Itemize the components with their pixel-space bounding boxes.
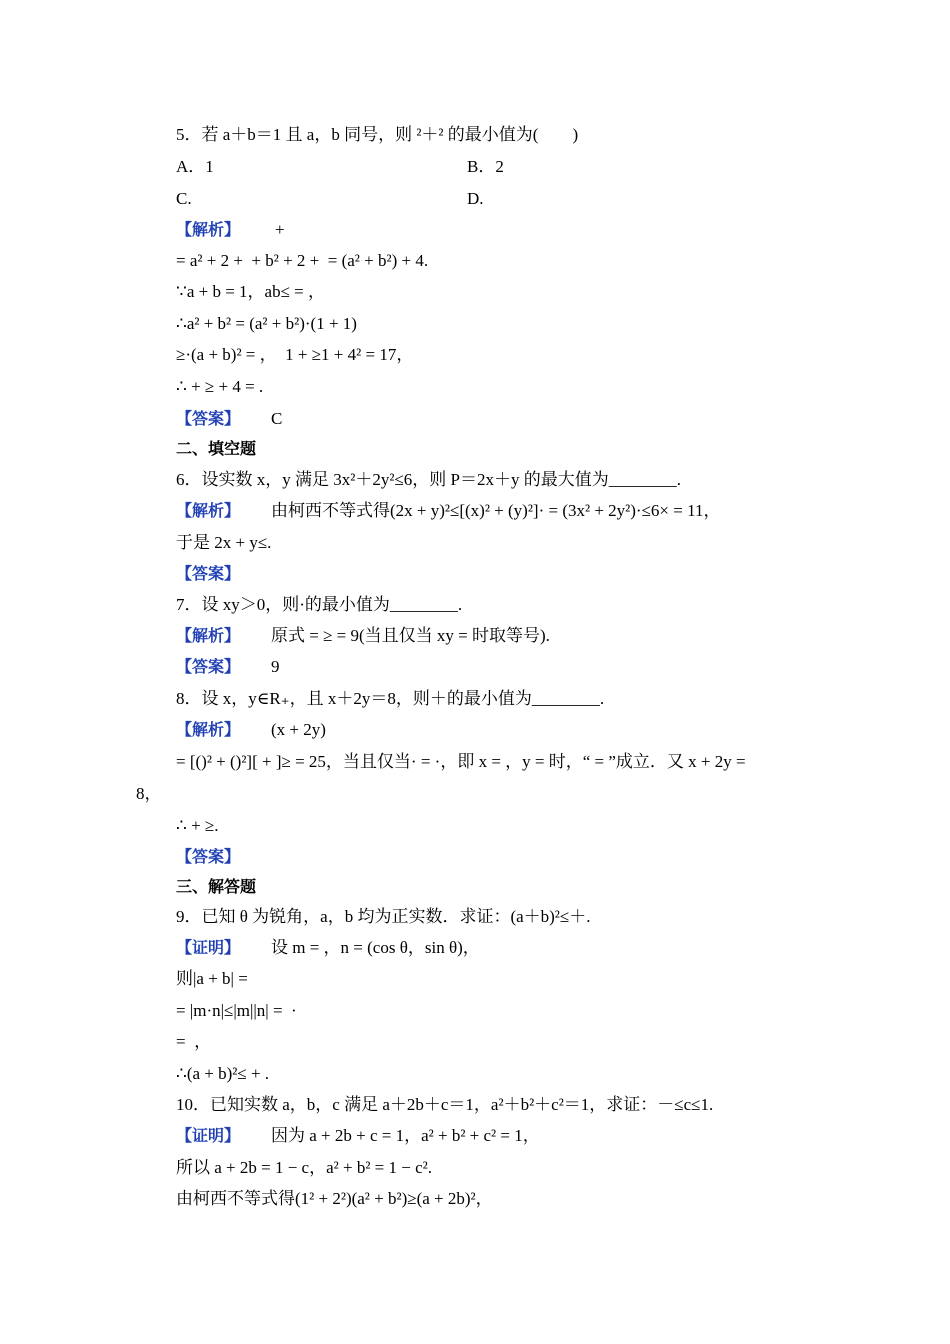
- option-d: D.: [467, 189, 484, 208]
- answer-tag: 【答案】: [176, 409, 241, 428]
- proof-text: 设 m = ，n = (cos θ，sin θ)，: [271, 938, 480, 957]
- option-a: A．1: [176, 157, 214, 176]
- analysis-line: ∴ + ≥ + 4 = .: [176, 377, 264, 396]
- analysis-tag: 【解析】: [176, 220, 241, 239]
- analysis-text: (x + 2y): [271, 720, 326, 739]
- answer-text: C: [271, 409, 283, 428]
- answer-tag: 【答案】: [176, 847, 241, 866]
- section-heading: 三、解答题: [176, 877, 257, 896]
- proof-line: = ，: [176, 1032, 212, 1051]
- question-7: 7．设 xy＞0，则·的最小值为________.: [176, 595, 463, 614]
- proof-line: 则|a + b| =: [176, 969, 248, 988]
- question-8: 8．设 x，y∈R₊，且 x＋2y＝8，则＋的最小值为________.: [176, 689, 605, 708]
- analysis-line: ∴ + ≥.: [176, 816, 219, 835]
- answer-tag: 【答案】: [176, 564, 241, 583]
- analysis-line: = a² + 2 + + b² + 2 + = (a² + b²) + 4.: [176, 251, 429, 270]
- answer-text: 9: [271, 657, 280, 676]
- analysis-text: +: [275, 220, 285, 239]
- option-b: B．2: [467, 157, 504, 176]
- analysis-line: = [()² + ()²][ + ]≥ = 25，当且仅当· = ·，即 x = ，y = 时，“ = ”成立．又 x + 2y =: [176, 752, 746, 771]
- proof-line: 由柯西不等式得(1² + 2²)(a² + b²)≥(a + 2b)²，: [176, 1189, 493, 1208]
- analysis-line: ∴a² + b² = (a² + b²)·(1 + 1): [176, 314, 357, 333]
- analysis-text: 由柯西不等式得(2x + y)²≤[(x)² + (y)²]· = (3x² + 2y²)·≤6× = 11，: [271, 501, 721, 520]
- question-10: 10．已知实数 a，b，c 满足 a＋2b＋c＝1，a²＋b²＋c²＝1，求证：－≤c≤1.: [176, 1095, 714, 1114]
- analysis-line: ≥·(a + b)² = ， 1 + ≥1 + 4² = 17，: [176, 345, 414, 364]
- analysis-text: 原式 = ≥ = 9(当且仅当 xy = 时取等号).: [271, 626, 550, 645]
- analysis-tag: 【解析】: [176, 626, 241, 645]
- analysis-tag: 【解析】: [176, 501, 241, 520]
- option-c: C.: [176, 189, 192, 208]
- analysis-line: ∵a + b = 1，ab≤ = ，: [176, 282, 325, 301]
- analysis-line: 于是 2x + y≤.: [176, 533, 272, 552]
- analysis-tag: 【解析】: [176, 720, 241, 739]
- proof-line: = |m·n|≤|m||n| = ·: [176, 1001, 297, 1020]
- proof-line: 所以 a + 2b = 1 − c，a² + b² = 1 − c².: [176, 1158, 432, 1177]
- proof-tag: 【证明】: [176, 938, 241, 957]
- question-6: 6．设实数 x，y 满足 3x²＋2y²≤6，则 P＝2x＋y 的最大值为________.: [176, 470, 681, 489]
- answer-tag: 【答案】: [176, 657, 241, 676]
- proof-text: 因为 a + 2b + c = 1，a² + b² + c² = 1，: [271, 1126, 540, 1145]
- question-9: 9．已知 θ 为锐角，a，b 均为正实数．求证：(a＋b)²≤＋.: [176, 907, 591, 926]
- section-heading: 二、填空题: [176, 439, 257, 458]
- question-5: 5．若 a＋b＝1 且 a，b 同号，则 ²＋² 的最小值为( ): [176, 125, 579, 144]
- proof-line: ∴(a + b)²≤ + .: [176, 1064, 270, 1083]
- proof-tag: 【证明】: [176, 1126, 241, 1145]
- analysis-line: 8，: [136, 784, 162, 803]
